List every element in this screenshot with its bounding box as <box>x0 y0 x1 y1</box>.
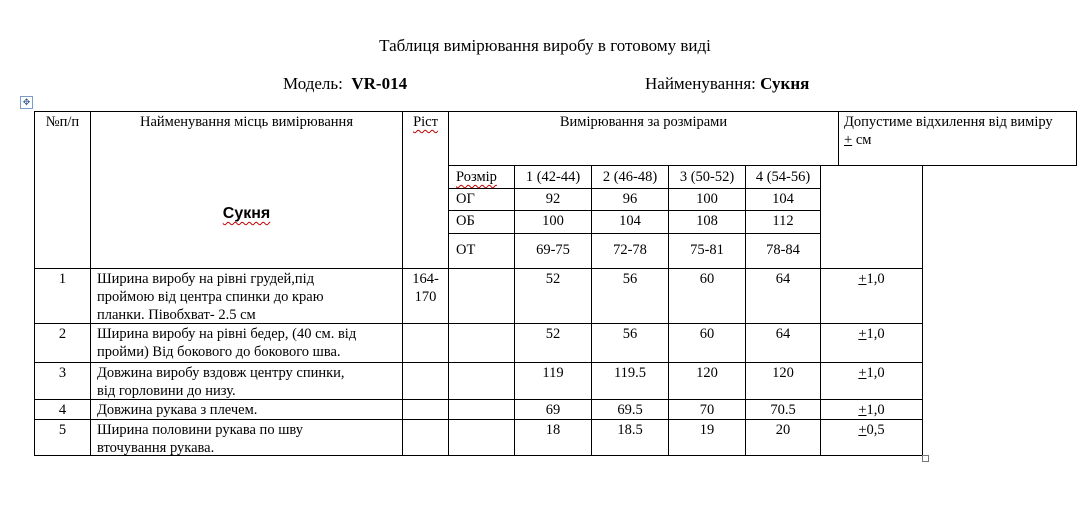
row-value: 70.5 <box>770 402 796 418</box>
header-tolerance: Допустиме відхилення від виміру + см <box>844 114 1053 148</box>
dimension-value: 92 <box>545 191 561 207</box>
row-number: 2 <box>58 326 67 342</box>
product-line <box>645 74 809 94</box>
header-measurements: Вимірювання за розмірами <box>559 114 728 130</box>
row-value: 60 <box>699 326 715 342</box>
row-value: 60 <box>699 271 715 287</box>
dimension-value: 78-84 <box>766 242 800 258</box>
header-height: Ріст <box>413 114 438 130</box>
row-number: 3 <box>58 365 67 381</box>
product-value: Сукня <box>760 74 810 93</box>
row-value: 120 <box>696 365 718 381</box>
size-column: 3 (50-52) <box>679 169 735 185</box>
row-value: 119.5 <box>613 365 647 381</box>
row-tolerance: +1,0 <box>858 271 885 287</box>
model-value: VR-014 <box>351 74 408 93</box>
row-description: Ширина виробу на рівні бедер, (40 см. від пройми) Від бокового до бокового шва. <box>97 326 357 360</box>
dimension-label: ОБ <box>456 213 475 229</box>
dimension-value: 100 <box>542 213 564 229</box>
row-value: 52 <box>545 271 561 287</box>
row-value: 20 <box>775 422 791 438</box>
dimension-value: 72-78 <box>613 242 647 258</box>
dimension-label: ОГ <box>456 191 475 207</box>
row-value: 64 <box>775 271 791 287</box>
model-line <box>283 74 407 94</box>
row-tolerance: +1,0 <box>858 326 885 342</box>
size-column: 2 (46-48) <box>602 169 658 185</box>
row-description: Ширина виробу на рівні грудей,під проймою від центра спинки до краю планки. Півобхват- 2.5 см <box>97 271 324 323</box>
size-column: 4 (54-56) <box>755 169 811 185</box>
row-description: Довжина виробу вздовж центру спинки, від горловини до низу. <box>97 365 345 399</box>
row-value: 18.5 <box>617 422 643 438</box>
model-label: Модель: <box>283 74 343 93</box>
row-value: 69 <box>545 402 561 418</box>
row-value: 64 <box>775 326 791 342</box>
dimension-label: ОТ <box>456 242 476 258</box>
size-label: Розмір <box>456 169 497 185</box>
table-resize-handle[interactable] <box>922 455 929 462</box>
dimension-value: 96 <box>622 191 638 207</box>
row-number: 4 <box>58 402 67 418</box>
size-column: 1 (42-44) <box>525 169 581 185</box>
row-description: Довжина рукава з плечем. <box>97 402 258 418</box>
row-value: 18 <box>545 422 561 438</box>
height-value: 164- 170 <box>412 271 439 305</box>
dimension-value: 75-81 <box>690 242 724 258</box>
row-value: 119 <box>542 365 564 381</box>
table-move-handle-icon[interactable]: ✥ <box>20 96 33 109</box>
row-tolerance: +1,0 <box>858 365 885 381</box>
row-value: 56 <box>622 271 638 287</box>
header-places: Найменування місць вимірювання <box>139 114 353 130</box>
dimension-value: 69-75 <box>536 242 570 258</box>
dimension-value: 104 <box>772 191 794 207</box>
document-title: Таблиця вимірювання виробу в готовому виді <box>379 36 711 55</box>
product-name-cell: Сукня <box>222 205 271 222</box>
row-description: Ширина половини рукава по шву вточування рукава. <box>97 422 303 456</box>
row-value: 56 <box>622 326 638 342</box>
dimension-value: 108 <box>696 213 718 229</box>
row-tolerance: +1,0 <box>858 402 885 418</box>
row-value: 70 <box>699 402 715 418</box>
row-value: 120 <box>772 365 794 381</box>
dimension-value: 112 <box>772 213 794 229</box>
row-number: 5 <box>58 422 67 438</box>
row-value: 52 <box>545 326 561 342</box>
row-value: 19 <box>699 422 715 438</box>
dimension-value: 104 <box>619 213 641 229</box>
product-label: Найменування: <box>645 74 756 93</box>
row-tolerance: +0,5 <box>858 422 885 438</box>
row-number: 1 <box>58 271 67 287</box>
row-value: 69.5 <box>617 402 643 418</box>
header-num: №п/п <box>45 114 80 130</box>
dimension-value: 100 <box>696 191 718 207</box>
